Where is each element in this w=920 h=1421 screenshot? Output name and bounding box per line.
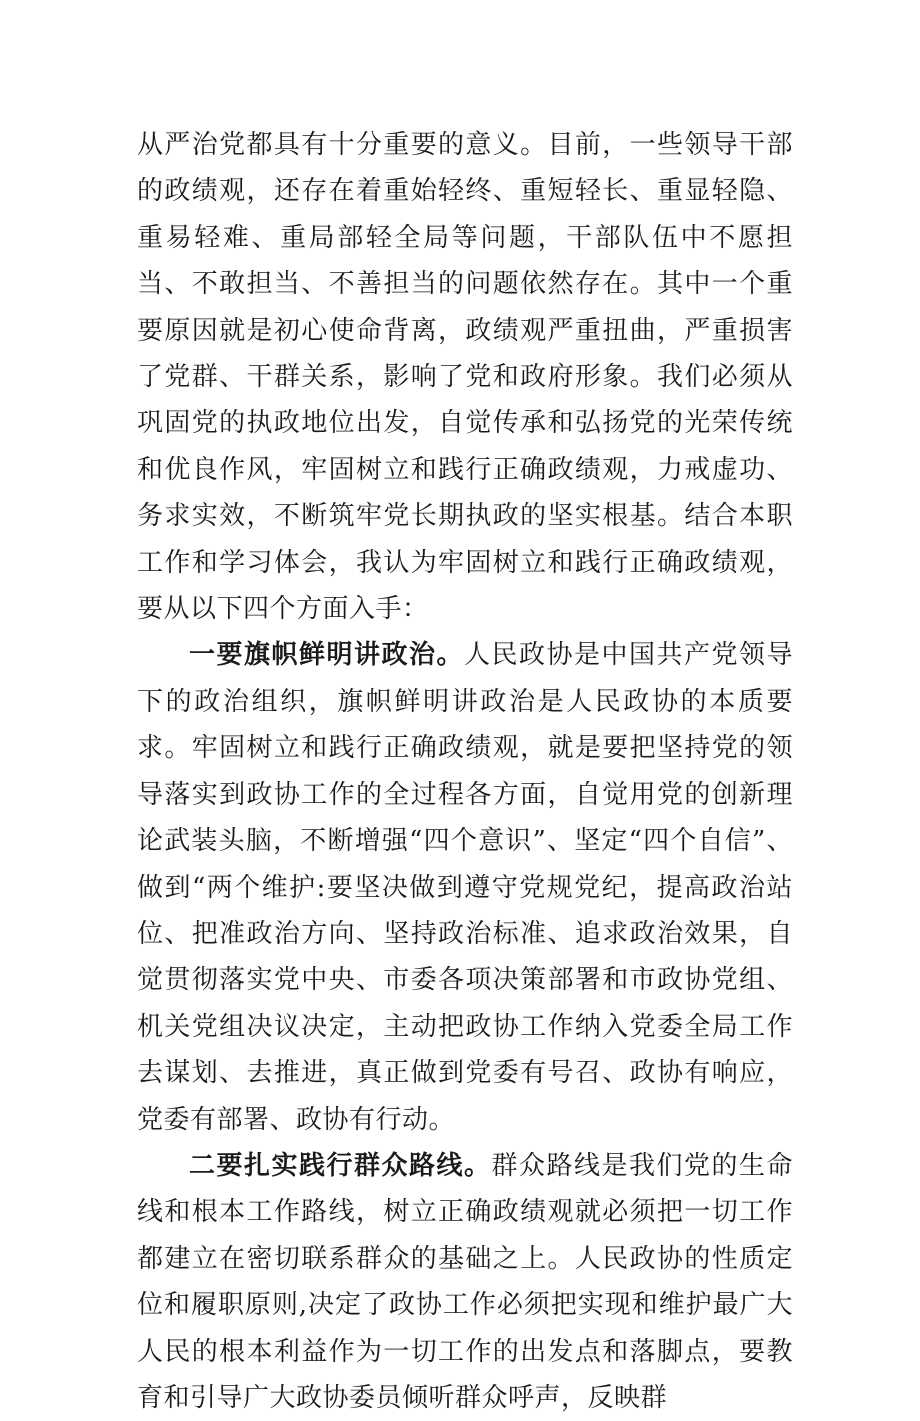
paragraph-text: 群众路线是我们党的生命线和根本工作路线，树立正确政绩观就必须把一切工作都建立在密切联系群众的基础之上。人民政协的性质定位和履职原则,决定了政协工作必须把实现和维护最广大人民的根本利益作为一切工作的出发点和落脚点，要教育和引导广大政协委员倾听群众呼声，反映群 [137,1150,793,1413]
paragraph-politics [137,632,793,1142]
paragraph-heading: 一要旗帜鲜明讲政治。 [189,640,464,671]
paragraph-text: 人民政协是中国共产党领导下的政治组织，旗帜鲜明讲政治是人民政协的本质要求。牢固树立和践行正确政绩观，就是要把坚持党的领导落实到政协工作的全过程各方面，自觉用党的创新理论武装头脑，不断增强“四个意识”、坚定“四个自信”、做到“两个维护:要坚决做到遵守党规党纪，提高政治站位、把准政治方向、坚持政治标准、追求政治效果，自觉贯彻落实党中央、市委各项决策部署和市政协党组、机关党组决议决定，主动把政协工作纳入党委全局工作去谋划、去推进，真正做到党委有号召、政协有响应，党委有部署、政协有行动。 [137,640,793,1135]
paragraph-text: 从严治党都具有十分重要的意义。目前，一些领导干部的政绩观，还存在着重始轻终、重短轻长、重显轻隐、重易轻难、重局部轻全局等问题，干部队伍中不愿担当、不敢担当、不善担当的问题依然存在。其中一个重要原因就是初心使命背离，政绩观严重扭曲，严重损害了党群、干群关系，影响了党和政府形象。我们必须从巩固党的执政地位出发，自觉传承和弘扬党的光荣传统和优良作风，牢固树立和践行正确政绩观，力戒虚功、务求实效，不断筑牢党长期执政的坚实根基。结合本职工作和学习体会，我认为牢固树立和践行正确政绩观，要从以下四个方面入手： [137,130,793,625]
paragraph-mass-line [137,1143,793,1421]
paragraph-intro [137,122,793,632]
document-body [137,122,793,1421]
paragraph-heading: 二要扎实践行群众路线。 [189,1150,492,1181]
